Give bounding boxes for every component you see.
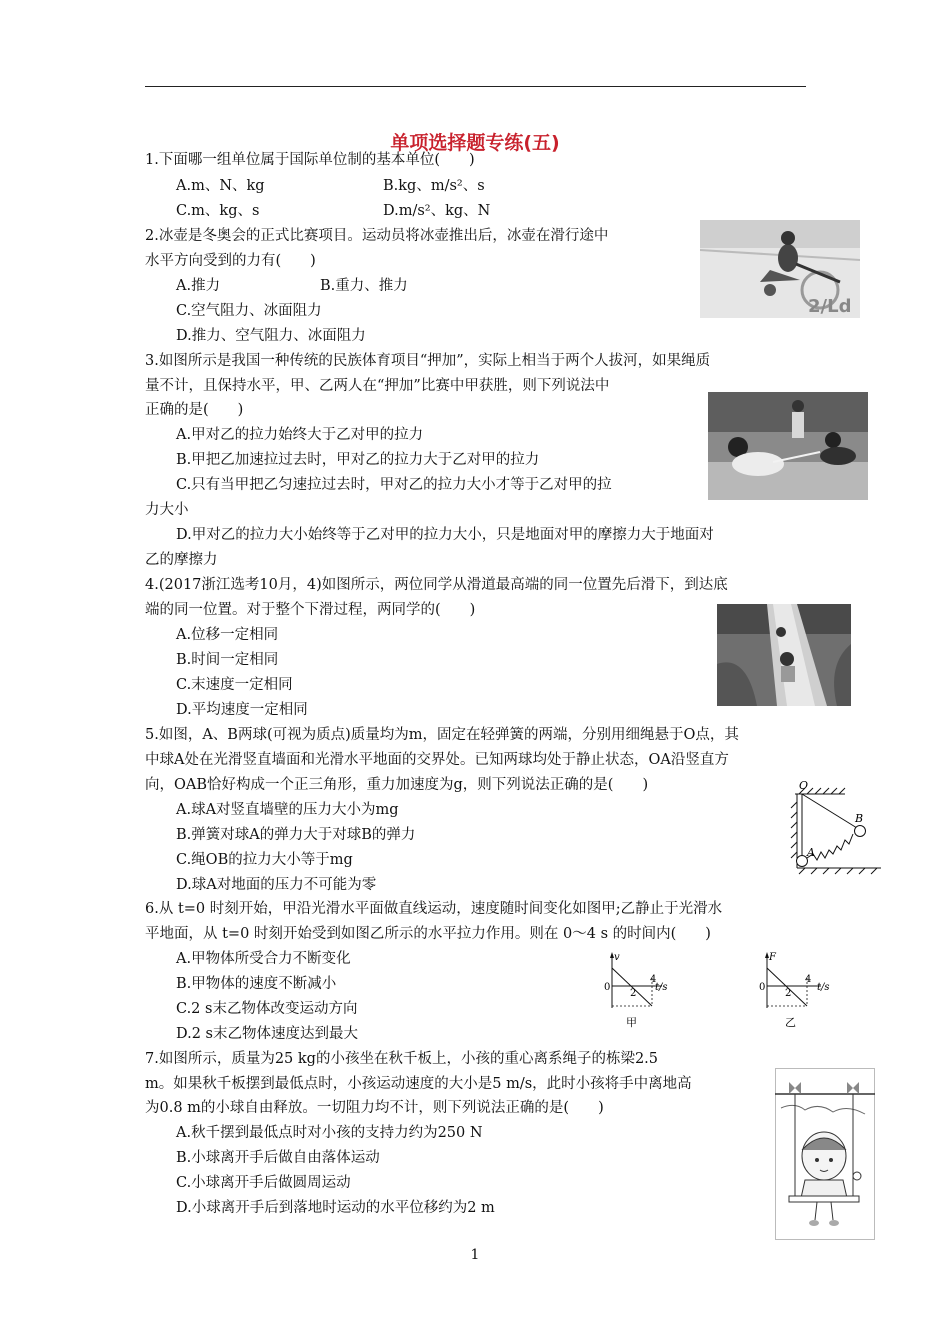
jia-origin: 0 xyxy=(604,982,611,993)
yajia-photo xyxy=(708,392,868,500)
q4-stem-line1: 4.(2017浙江选考10月，4)如图所示，两位同学从滑道最高端的同一位置先后滑下，到达底 xyxy=(145,577,728,593)
q3-stem-line2: 量不计，且保持水平，甲、乙两人在“押加”比赛中甲获胜，则下列说法中 xyxy=(145,378,610,394)
q4-option-c: C.末速度一定相同 xyxy=(176,677,293,693)
q1-option-c: C.m、kg、s xyxy=(176,203,260,219)
jia-y-label: v xyxy=(614,952,620,963)
page-number: 1 xyxy=(470,1247,480,1263)
q6-option-c: C.2 s末乙物体改变运动方向 xyxy=(176,1001,358,1017)
jia-x-label: t/s xyxy=(655,982,668,993)
header-rule xyxy=(145,86,806,87)
spring-balls-diagram xyxy=(785,778,885,878)
q7-stem-line2: m。如果秋千板摆到最低点时，小孩运动速度的大小是5 m/s，此时小孩将手中离地高 xyxy=(145,1076,692,1092)
q2-stem-line1: 2.冰壶是冬奥会的正式比赛项目。运动员将冰壶推出后，冰壶在滑行途中 xyxy=(145,228,609,244)
graph-jia-velocity xyxy=(600,948,670,1030)
q6-stem-line1: 6.从 t=0 时刻开始，甲沿光滑水平面做直线运动，速度随时间变化如图甲;乙静止于光滑水 xyxy=(145,901,723,917)
yi-x-label: t/s xyxy=(817,982,830,993)
jia-tick-4: 4 xyxy=(650,974,657,985)
curling-photo xyxy=(700,220,860,318)
q1-stem: 1.下面哪一组单位属于国际单位制的基本单位( ) xyxy=(145,152,475,168)
q3-stem-line1: 3.如图所示是我国一种传统的民族体育项目“押加”，实际上相当于两个人拔河，如果绳质 xyxy=(145,353,711,369)
graph-yi-force xyxy=(755,948,841,1030)
q5-stem-line1: 5.如图，A、B两球(可视为质点)质量均为m，固定在轻弹簧的两端，分别用细绳悬于O点，其 xyxy=(145,727,739,743)
q4-option-a: A.位移一定相同 xyxy=(176,627,279,643)
q4-option-b: B.时间一定相同 xyxy=(176,652,279,668)
slide-photo xyxy=(717,604,851,706)
q1-option-d: D.m/s²、kg、N xyxy=(383,203,491,219)
q3-option-d-line2: 乙的摩擦力 xyxy=(145,552,218,568)
yi-y-label: F xyxy=(769,952,776,963)
yi-caption: 乙 xyxy=(785,1016,796,1029)
q7-option-d: D.小球离开手后到落地时运动的水平位移约为2 m xyxy=(176,1200,495,1216)
q2-option-c: C.空气阻力、冰面阻力 xyxy=(176,303,322,319)
q2-option-d: D.推力、空气阻力、冰面阻力 xyxy=(176,328,366,344)
q7-option-a: A.秋千摆到最低点时对小孩的支持力约为250 N xyxy=(176,1125,483,1141)
q3-option-d-line1: D.甲对乙的拉力大小始终等于乙对甲的拉力大小，只是地面对甲的摩擦力大于地面对 xyxy=(176,527,714,543)
q7-stem-line3: 为0.8 m的小球自由释放。一切阻力均不计，则下列说法正确的是( ) xyxy=(145,1100,604,1116)
jia-caption: 甲 xyxy=(626,1016,637,1029)
q1-option-a: A.m、N、kg xyxy=(176,178,265,194)
q5-option-a: A.球A对竖直墙壁的压力大小为mg xyxy=(176,802,399,818)
q2-stem-line2: 水平方向受到的力有( ) xyxy=(145,253,316,269)
label-o: O xyxy=(799,779,809,792)
q5-stem-line2: 中球A处在光滑竖直墙面和光滑水平地面的交界处。已知两球均处于静止状态，OA沿竖直方 xyxy=(145,752,729,768)
q6-option-b: B.甲物体的速度不断减小 xyxy=(176,976,337,992)
q7-stem-line1: 7.如图所示，质量为25 kg的小孩坐在秋千板上，小孩的重心离系绳子的栋梁2.5 xyxy=(145,1051,659,1067)
yi-tick-4: 4 xyxy=(805,974,812,985)
yi-origin: 0 xyxy=(759,982,766,993)
q5-option-c: C.绳OB的拉力大小等于mg xyxy=(176,852,353,868)
q5-option-d: D.球A对地面的压力不可能为零 xyxy=(176,877,377,893)
q6-option-a: A.甲物体所受合力不断变化 xyxy=(176,951,351,967)
yi-tick-2: 2 xyxy=(785,988,792,999)
swing-girl-illustration xyxy=(775,1068,875,1240)
q1-option-b: B.kg、m/s²、s xyxy=(383,178,485,194)
q5-option-b: B.弹簧对球A的弹力大于对球B的弹力 xyxy=(176,827,416,843)
q4-option-d: D.平均速度一定相同 xyxy=(176,702,308,718)
q3-option-c-line1: C.只有当甲把乙匀速拉过去时，甲对乙的拉力大小才等于乙对甲的拉 xyxy=(176,477,612,493)
q6-stem-line2: 平地面，从 t=0 时刻开始受到如图乙所示的水平拉力作用。则在 0～4 s 的时间内( ) xyxy=(145,926,711,942)
q4-stem-line2: 端的同一位置。对于整个下滑过程，两同学的( ) xyxy=(145,602,476,618)
label-b: B xyxy=(855,812,864,825)
q7-option-b: B.小球离开手后做自由落体运动 xyxy=(176,1150,380,1166)
page-title: 单项选择题专练(五) xyxy=(390,132,560,154)
q2-option-a: A.推力 xyxy=(176,278,221,294)
q3-option-b: B.甲把乙加速拉过去时，甲对乙的拉力大于乙对甲的拉力 xyxy=(176,452,540,468)
q2-option-b: B.重力、推力 xyxy=(320,278,408,294)
label-a: A xyxy=(807,846,815,859)
q3-option-a: A.甲对乙的拉力始终大于乙对甲的拉力 xyxy=(176,427,424,443)
jia-tick-2: 2 xyxy=(630,988,637,999)
q3-stem-line3: 正确的是( ) xyxy=(145,402,244,418)
q6-option-d: D.2 s末乙物体速度达到最大 xyxy=(176,1026,358,1042)
q3-option-c-line2: 力大小 xyxy=(145,502,189,518)
q5-stem-line3: 向，OAB恰好构成一个正三角形，重力加速度为g，则下列说法正确的是( ) xyxy=(145,777,649,793)
q7-option-c: C.小球离开手后做圆周运动 xyxy=(176,1175,351,1191)
svg-text:2/Ld: 2/Ld xyxy=(808,296,852,317)
